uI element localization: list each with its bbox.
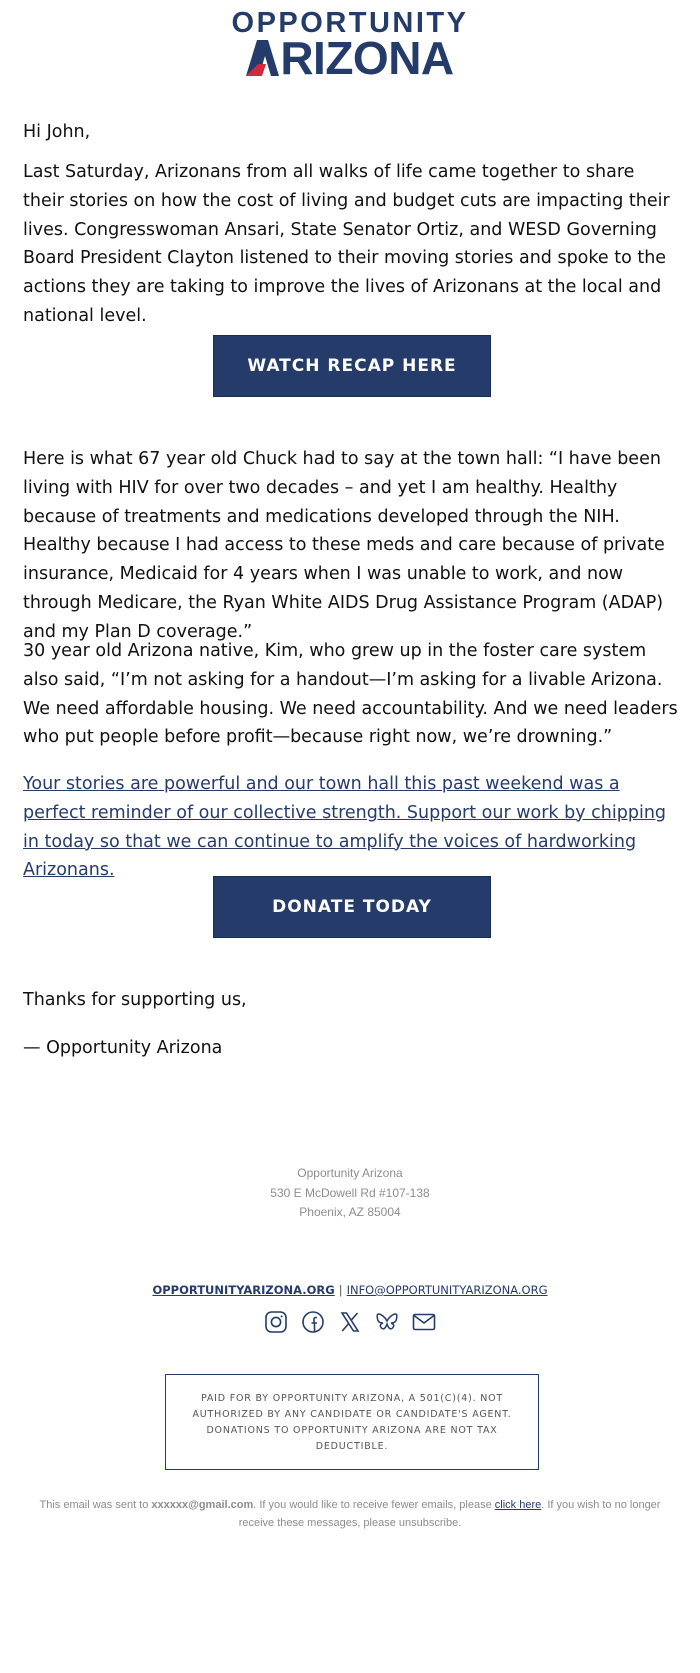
- kim-quote-paragraph: 30 year old Arizona native, Kim, who grew up in the foster care system also said, “I’m not asking for a handout—I’m asking for a livable Arizona. We need affordable housing. We need accountability. And we need leaders who put people before profit—because right now, we’re drowning.”: [23, 641, 678, 748]
- watch-recap-button[interactable]: WATCH RECAP HERE: [213, 335, 491, 397]
- paid-for-disclaimer: PAID FOR BY OPPORTUNITY ARIZONA, A 501(C)(4). NOT AUTHORIZED BY ANY CANDIDATE OR CANDIDATE'S AGENT. DONATIONS TO OPPORTUNITY ARIZONA ARE NOT TAX DEDUCTIBLE.: [165, 1374, 539, 1470]
- greeting: Hi John,: [23, 122, 91, 142]
- logo-a-mark-icon: [246, 40, 279, 76]
- intro-paragraph: Last Saturday, Arizonans from all walks of life came together to share their stories on how the cost of living and budget cuts are impacting their lives. Congresswoman Ansari, State Senator Ortiz, and WESD Governing Board President Clayton listened to their moving stories and spoke to the actions they are taking to improve the lives of Arizonans at the local and national level.: [23, 162, 670, 326]
- footer-street: 530 E McDowell Rd #107-138: [270, 1185, 430, 1200]
- thanks-text: Thanks for supporting us,: [23, 990, 247, 1010]
- fine-end-text: . If you wish to no longer receive these messages, please unsubscribe.: [238, 1499, 661, 1529]
- email-icon[interactable]: [411, 1309, 437, 1335]
- logo-line-opportunity: OPPORTUNITY: [231, 7, 469, 39]
- email-contact-link[interactable]: INFO@OPPORTUNITYARIZONA.ORG: [346, 1283, 548, 1297]
- footer-org-name: Opportunity Arizona: [297, 1166, 403, 1180]
- logo-arizona-text: RIZONA: [280, 32, 454, 84]
- fine-mid-text: . If you would like to receive fewer emails, please: [253, 1499, 495, 1511]
- social-icons: [0, 1309, 700, 1335]
- recipient-email: xxxxxx@gmail.com: [151, 1499, 254, 1511]
- facebook-icon[interactable]: [300, 1309, 326, 1335]
- footer-address: [0, 1164, 700, 1223]
- website-link[interactable]: OPPORTUNITYARIZONA.ORG: [152, 1283, 335, 1297]
- support-link[interactable]: Your stories are powerful and our town hall this past weekend was a perfect reminder of our collective strength. Support our work by chipping in today so that we can continue to amplify the voices of hardworking Arizonans.: [23, 774, 667, 881]
- bluesky-icon[interactable]: [374, 1309, 400, 1335]
- unsubscribe-fine-print: [25, 1496, 675, 1532]
- fine-sent-text: This email was sent to: [39, 1499, 152, 1511]
- signoff-text: — Opportunity Arizona: [23, 1038, 223, 1058]
- opportunity-arizona-logo[interactable]: [0, 7, 700, 84]
- click-here-link[interactable]: click here: [494, 1499, 542, 1511]
- logo-line-arizona: [0, 32, 700, 84]
- footer-link-separator: |: [338, 1283, 343, 1297]
- x-icon[interactable]: [337, 1309, 363, 1335]
- footer-links: [0, 1283, 700, 1297]
- footer-city: Phoenix, AZ 85004: [299, 1205, 401, 1219]
- instagram-icon[interactable]: [263, 1309, 289, 1335]
- chuck-quote-paragraph: Here is what 67 year old Chuck had to say at the town hall: “I have been living with HIV for over two decades – and yet I am healthy. Healthy because of treatments and medications developed through the NIH. Healthy because I had access to these meds and care because of private insurance, Medicaid for 4 years when I was unable to work, and now through Medicare, the Ryan White AIDS Drug Assistance Program (ADAP) and my Plan D coverage.”: [23, 449, 665, 642]
- donate-today-button[interactable]: DONATE TODAY: [213, 876, 491, 938]
